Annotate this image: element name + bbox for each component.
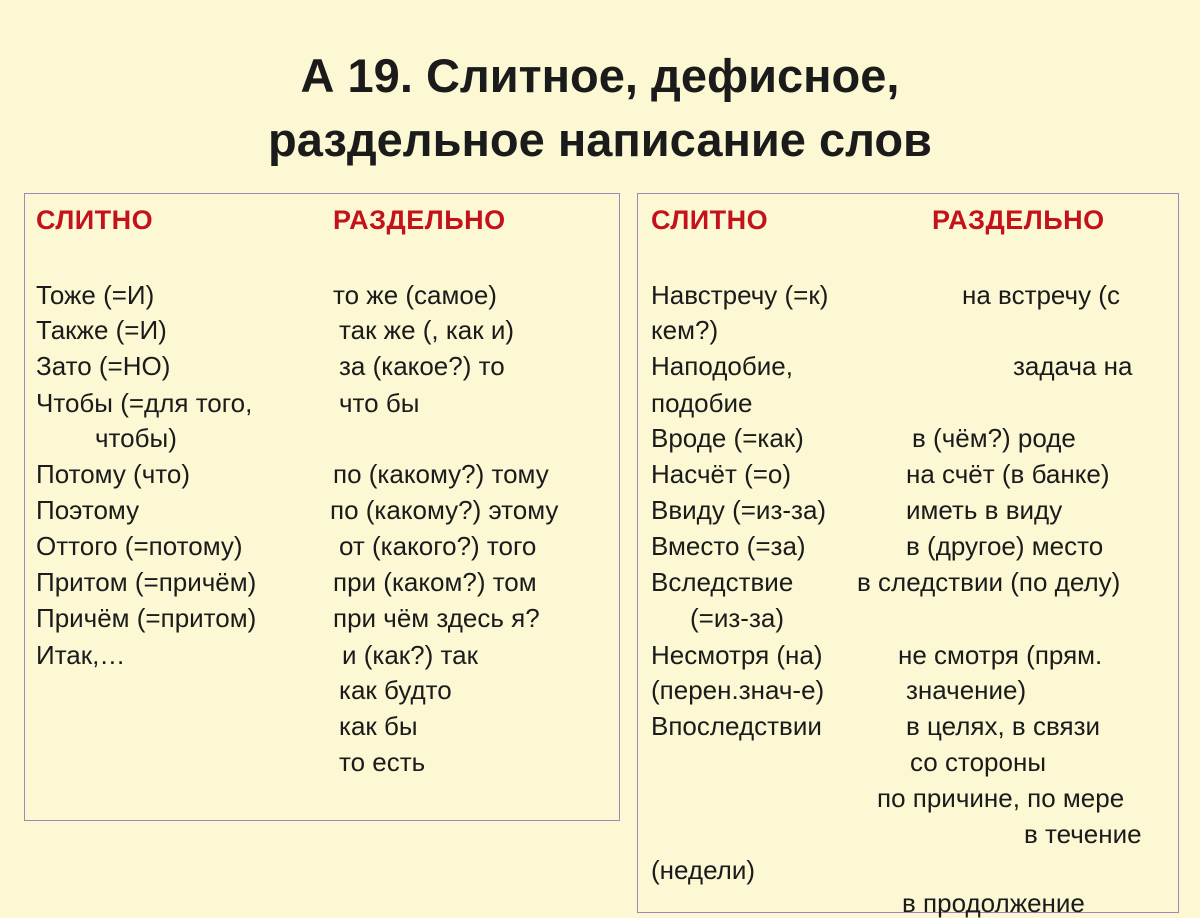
left-separate-item: за (какое?) то bbox=[339, 351, 505, 381]
left-separate-item: и (как?) так bbox=[342, 640, 478, 670]
right-separate-item: не смотря (прям. bbox=[898, 640, 1103, 670]
right-separate-item: в целях, в связи bbox=[906, 711, 1101, 741]
right-separate-item: иметь в виду bbox=[906, 495, 1063, 525]
left-separate-item: как будто bbox=[339, 675, 452, 705]
left-fused-item: Итак,… bbox=[36, 640, 126, 670]
left-separate-item: так же (, как и) bbox=[339, 315, 515, 345]
right-separate-item: в (другое) место bbox=[906, 531, 1104, 561]
left-separate-item: от (какого?) того bbox=[339, 531, 537, 561]
right-separate-item: на встречу (с bbox=[962, 280, 1120, 310]
right-fused-item: Вследствие bbox=[651, 567, 794, 597]
right-separate-item: в течение bbox=[1024, 819, 1142, 849]
right-fused-item: кем?) bbox=[651, 315, 719, 345]
left-fused-item: Тоже (=И) bbox=[36, 280, 155, 310]
right-fused-item: (перен.знач-е) bbox=[651, 675, 825, 705]
right-separate-item: в (чём?) роде bbox=[912, 423, 1076, 453]
title-line-1: А 19. Слитное, дефисное, bbox=[300, 49, 900, 102]
left-header-fused: СЛИТНО bbox=[36, 205, 154, 235]
right-separate-item: в продолжение bbox=[902, 888, 1085, 918]
right-fused-item: Вроде (=как) bbox=[651, 423, 804, 453]
left-fused-item: Также (=И) bbox=[36, 315, 167, 345]
left-fused-item: Чтобы (=для того, bbox=[36, 388, 253, 418]
page-title bbox=[0, 44, 1200, 172]
right-fused-item: Навстречу (=к) bbox=[651, 280, 829, 310]
left-separate-item: при (каком?) том bbox=[333, 567, 537, 597]
left-separate-item: то есть bbox=[339, 747, 426, 777]
left-fused-item: Потому (что) bbox=[36, 459, 190, 489]
right-header-fused: СЛИТНО bbox=[651, 205, 769, 235]
left-separate-item: что бы bbox=[339, 388, 420, 418]
right-separate-item: значение) bbox=[906, 675, 1027, 705]
left-separate-item: при чём здесь я? bbox=[333, 603, 540, 633]
right-fused-item: Впоследствии bbox=[651, 711, 822, 741]
left-fused-item: Поэтому bbox=[36, 495, 140, 525]
left-fused-item: Причём (=притом) bbox=[36, 603, 257, 633]
right-fused-item: Вместо (=за) bbox=[651, 531, 806, 561]
right-separate-item: задача на bbox=[1013, 351, 1133, 381]
right-fused-item: Насчёт (=о) bbox=[651, 459, 792, 489]
right-fused-item: Ввиду (=из-за) bbox=[651, 495, 827, 525]
left-fused-item: Притом (=причём) bbox=[36, 567, 257, 597]
right-header-separate: РАЗДЕЛЬНО bbox=[932, 205, 1105, 235]
right-separate-item: по причине, по мере bbox=[877, 783, 1125, 813]
right-separate-item: со стороны bbox=[910, 747, 1047, 777]
left-fused-item: чтобы) bbox=[95, 423, 177, 453]
left-separate-item: как бы bbox=[339, 711, 418, 741]
left-header-separate: РАЗДЕЛЬНО bbox=[333, 205, 506, 235]
left-separate-item: то же (самое) bbox=[333, 280, 497, 310]
left-separate-item: по (какому?) тому bbox=[333, 459, 549, 489]
right-separate-item: в следствии (по делу) bbox=[857, 567, 1121, 597]
left-fused-item: Оттого (=потому) bbox=[36, 531, 243, 561]
title-line-2: раздельное написание слов bbox=[268, 113, 932, 166]
left-separate-item: по (какому?) этому bbox=[330, 495, 559, 525]
right-fused-item: (недели) bbox=[651, 855, 756, 885]
right-separate-item: на счёт (в банке) bbox=[906, 459, 1110, 489]
right-fused-item: Несмотря (на) bbox=[651, 640, 823, 670]
right-fused-item: (=из-за) bbox=[690, 603, 784, 633]
right-fused-item: Наподобие, bbox=[651, 351, 793, 381]
left-fused-item: Зато (=НО) bbox=[36, 351, 171, 381]
right-fused-item: подобие bbox=[651, 388, 753, 418]
